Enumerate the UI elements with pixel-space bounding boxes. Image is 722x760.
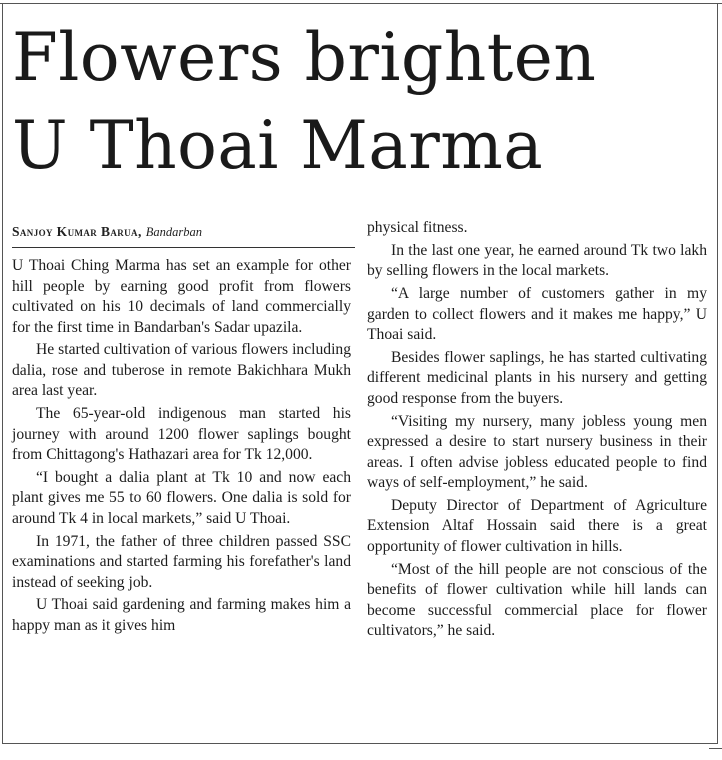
- paragraph: “Visiting my nursery, many jobless young men expressed a desire to start nursery business in their areas. I often advise jobless educated people to find ways of self-employment,” he said.: [367, 412, 707, 492]
- byline-author: Sanjoy Kumar Barua,: [12, 224, 142, 239]
- paragraph: physical fitness.: [367, 219, 468, 236]
- paragraph: “A large number of customers gather in my garden to collect flowers and it makes me happy,” U Thoai said.: [367, 285, 707, 344]
- byline-location: Bandarban: [145, 225, 202, 239]
- paragraph: “I bought a dalia plant at Tk 10 and now each plant gives me 55 to 60 flowers. One dalia is sold for around Tk 4 in local markets,” said U Thoai.: [12, 468, 351, 527]
- paragraph: In the last one year, he earned around Tk two lakh by selling flowers in the local markets.: [367, 241, 707, 280]
- left-border: [2, 3, 3, 744]
- article-column-left: [12, 256, 351, 636]
- article-column-right: [367, 218, 707, 642]
- headline-line-2: U Thoai Marma: [12, 107, 544, 184]
- paragraph: In 1971, the father of three children passed SSC examinations and started farming his forefather's land instead of seeking job.: [12, 532, 351, 591]
- paragraph: U Thoai said gardening and farming makes him a happy man as it gives him: [12, 596, 351, 634]
- byline-rule: [12, 247, 355, 248]
- paragraph: U Thoai Ching Marma has set an example for other hill people by earning good profit from flowers cultivated on his 10 decimals of land commercially for the first time in Bandarban's Sadar upazila.: [12, 257, 351, 336]
- byline: [12, 223, 202, 241]
- headline: [12, 14, 712, 190]
- paragraph: “Most of the hill people are not conscious of the benefits of flower cultivation while hill lands can become successful commercial place for flower cultivators,” he said.: [367, 560, 707, 640]
- page-edge-mark: [709, 748, 722, 749]
- paragraph: He started cultivation of various flowers including dalia, rose and tuberose in remote Bakichhara Mukh area last year.: [12, 341, 351, 400]
- paragraph: Deputy Director of Department of Agriculture Extension Altaf Hossain said there is a great opportunity of flower cultivation in hills.: [367, 496, 707, 555]
- top-border: [0, 3, 722, 4]
- headline-line-1: Flowers brighten: [12, 19, 597, 96]
- paragraph: Besides flower saplings, he has started cultivating different medicinal plants in his nursery and getting good response from the buyers.: [367, 348, 707, 407]
- paragraph: The 65-year-old indigenous man started his journey with around 1200 flower saplings bought from Chittagong's Hathazari area for Tk 12,000.: [12, 405, 351, 464]
- right-border: [717, 3, 718, 743]
- bottom-border: [2, 743, 718, 744]
